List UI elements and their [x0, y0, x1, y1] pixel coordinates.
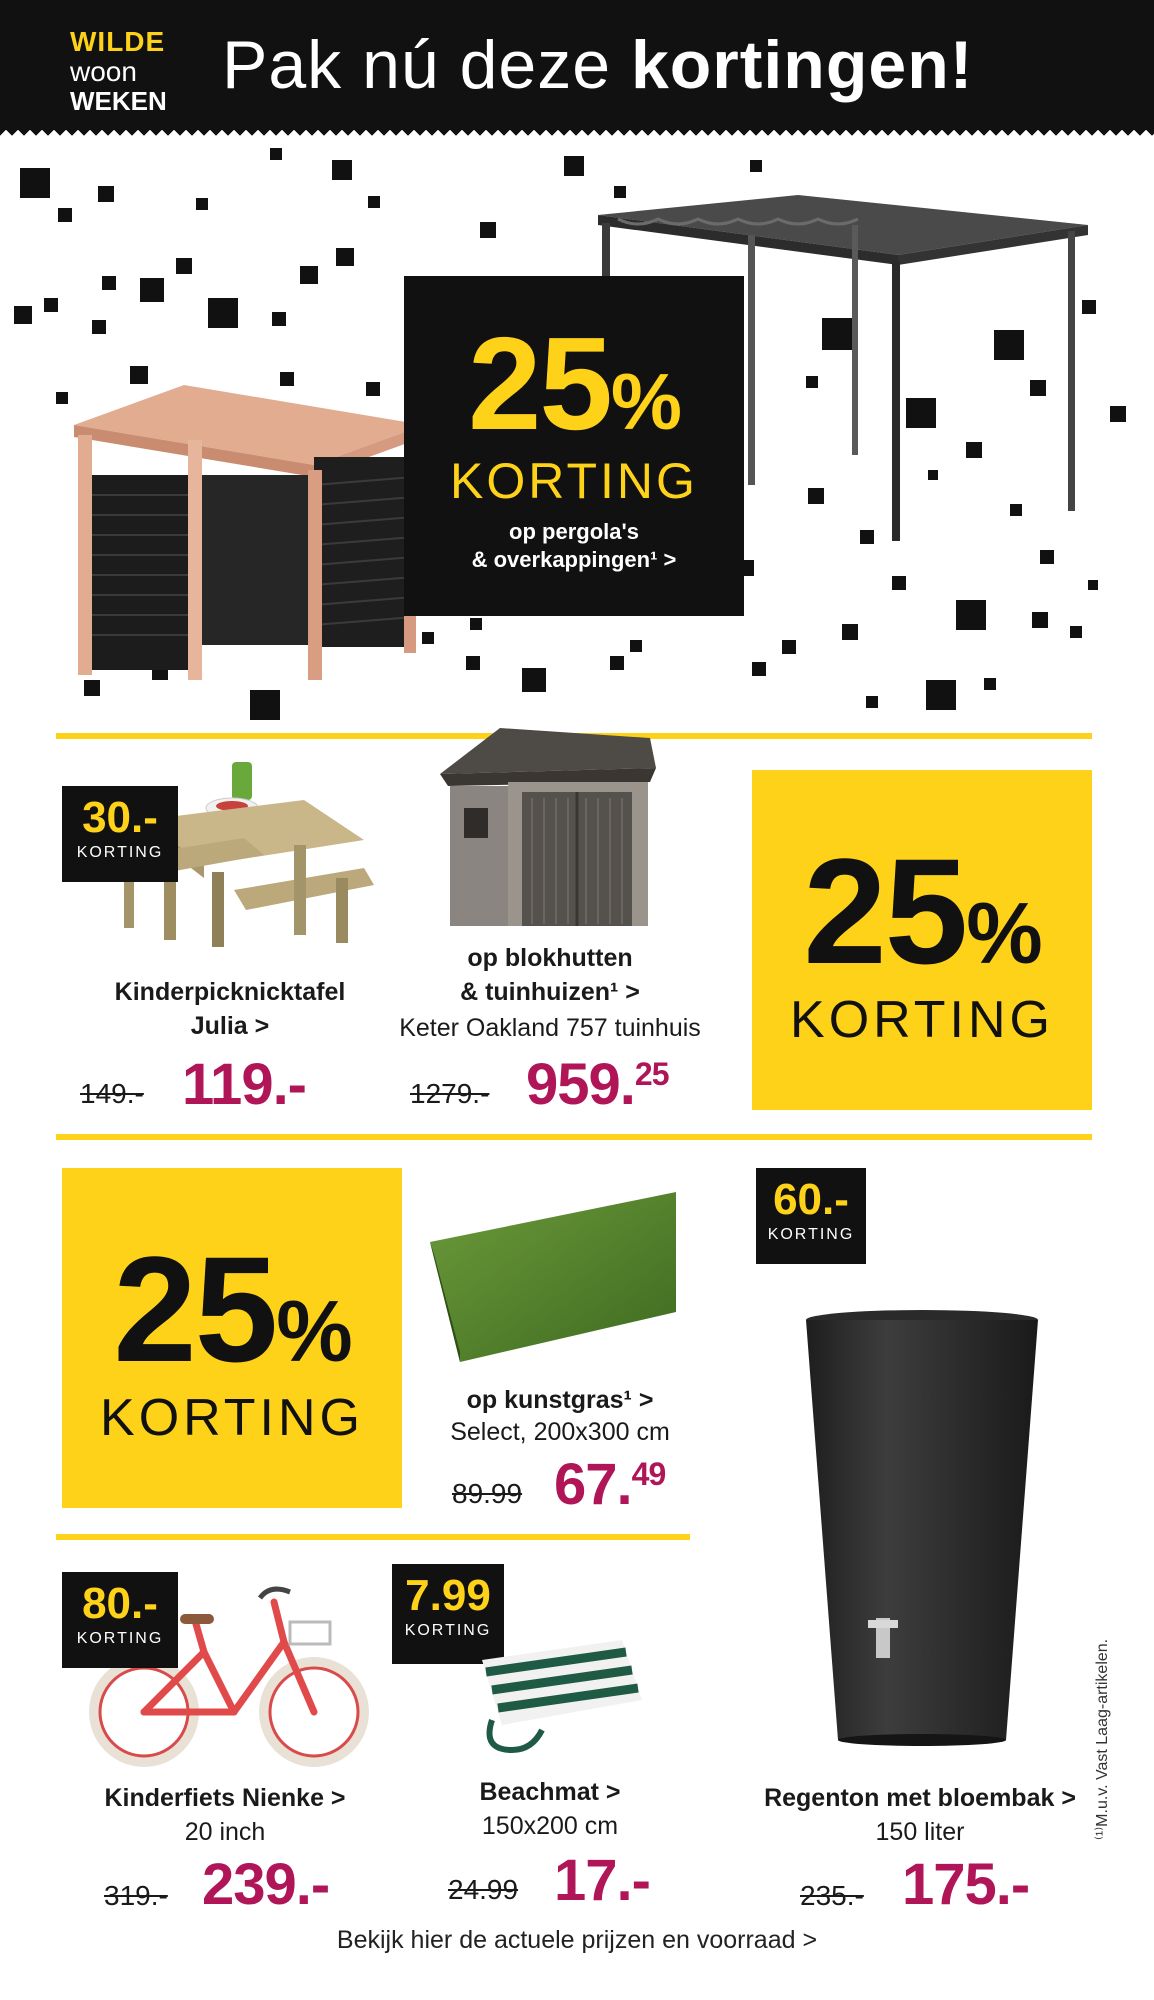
wilde-woon-weken-logo: WILDE woon WEKEN [70, 26, 167, 116]
beachmat-old-price: 24.99 [448, 1874, 519, 1905]
barrel-old-price: 235.- [800, 1880, 864, 1911]
shed-new-price: 959.25 [526, 1052, 669, 1117]
pergola-korting-label: KORTING [450, 453, 698, 509]
grass-old-price: 89.99 [452, 1478, 523, 1509]
pergola-link[interactable]: op pergola's & overkappingen¹ > [471, 519, 677, 572]
barrel-discount-badge: 60.- KORTING [756, 1168, 866, 1264]
pergola-discount-badge[interactable] [404, 276, 744, 616]
beachmat-subtitle: 150x200 cm [481, 1812, 619, 1840]
barrel-subtitle: 150 liter [875, 1818, 965, 1846]
picnic-product-link[interactable]: Kinderpicknicktafel Julia > [114, 978, 346, 1040]
beachmat-discount-badge: 7.99 KORTING [392, 1564, 504, 1664]
bike-old-price: 319.- [104, 1880, 168, 1911]
beachmat-image [472, 1630, 646, 1754]
bike-subtitle: 20 inch [184, 1818, 266, 1846]
shed-product-link[interactable]: op blokhutten & tuinhuizen¹ > [460, 944, 640, 1006]
grass-product-link[interactable]: op kunstgras¹ > [466, 1386, 654, 1414]
footnote-vertical: ⁽¹⁾M.u.v. Vast Laag-artikelen. [1094, 1638, 1111, 1840]
beachmat-product-link[interactable]: Beachmat > [479, 1778, 621, 1806]
beachmat-new-price: 17.- [554, 1848, 650, 1913]
barrel-product-link[interactable]: Regenton met bloembak > [764, 1784, 1076, 1812]
wooden-pergola-image [64, 385, 424, 685]
pergola-percent: 25% [468, 310, 680, 457]
current-prices-link[interactable]: Bekijk hier de actuele prijzen en voorraad > [336, 1926, 818, 1954]
picnic-old-price: 149.- [80, 1078, 144, 1109]
section-divider [56, 1534, 690, 1540]
picnic-discount-badge: 30.- KORTING [62, 786, 178, 882]
header-banner [0, 0, 1154, 128]
rain-barrel-image [806, 1310, 1038, 1746]
grass-new-price: 67.49 [554, 1452, 666, 1517]
shed-image [440, 728, 656, 928]
yellow-discount-box-2: 25% KORTING [62, 1168, 402, 1508]
grass-subtitle: Select, 200x300 cm [450, 1418, 670, 1446]
section-divider [56, 1134, 1092, 1140]
shed-subtitle: Keter Oakland 757 tuinhuis [399, 1014, 701, 1042]
page-title: Pak nú deze kortingen! [222, 27, 974, 103]
artificial-grass-image [430, 1192, 676, 1362]
bike-product-link[interactable]: Kinderfiets Nienke > [104, 1784, 346, 1812]
picnic-new-price: 119.- [182, 1052, 306, 1117]
barrel-new-price: 175.- [902, 1852, 1030, 1917]
bike-new-price: 239.- [202, 1852, 330, 1917]
yellow-discount-box-1: 25% KORTING [752, 770, 1092, 1110]
shed-old-price: 1279.- [410, 1078, 490, 1109]
header-zigzag-edge [0, 124, 1154, 136]
bike-discount-badge: 80.- KORTING [62, 1572, 178, 1668]
